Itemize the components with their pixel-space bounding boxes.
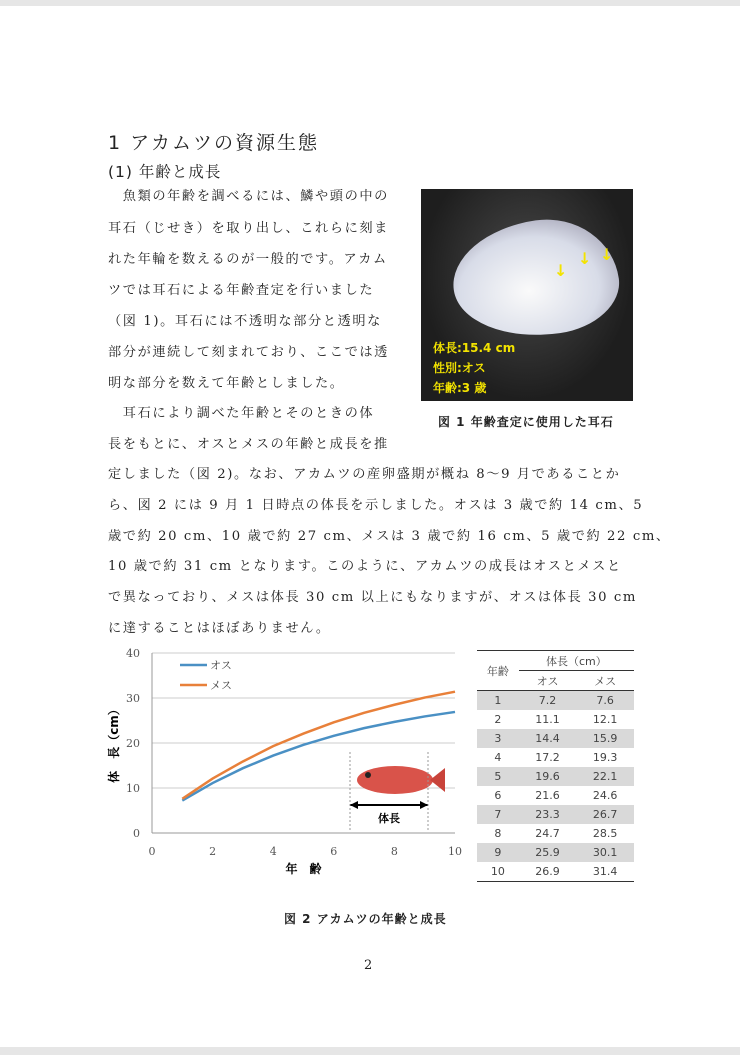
body-line: で異なっており、メスは体長 30 cm 以上にもなりますが、オスは体長 30 cm — [108, 590, 638, 605]
growth-table — [477, 650, 634, 882]
x-tick-label: 0 — [148, 845, 156, 858]
y-tick-label: 20 — [126, 737, 140, 750]
x-axis-label: 年 齢 — [285, 862, 322, 876]
cell-age: 3 — [477, 729, 519, 748]
table-row — [477, 824, 634, 843]
cell-age: 1 — [477, 691, 519, 711]
body-line: （図 1)。耳石には不透明な部分と透明な — [108, 314, 382, 329]
legend-label: メス — [210, 679, 232, 692]
body-line: 歳で約 20 cm、10 歳で約 27 cm、メスは 3 歳で約 16 cm、5 歳で約 22 cm、 — [108, 529, 671, 544]
table-row — [477, 786, 634, 805]
cell-male: 19.6 — [519, 767, 577, 786]
cell-female: 24.6 — [592, 789, 618, 802]
body-line: れた年輪を数えるのが一般的です。アカム — [108, 252, 388, 267]
body-line: 部分が連続して刻まれており、ここでは透 — [108, 345, 389, 360]
body-line: ら、図 2 には 9 月 1 日時点の体長を示しました。オスは 3 歳で約 14 cm、5 — [108, 498, 644, 513]
cell-age: 8 — [494, 827, 502, 840]
fish-body — [357, 766, 433, 794]
cell-female: 28.5 — [592, 827, 618, 840]
y-tick-label: 30 — [126, 692, 140, 705]
legend-label: オス — [210, 659, 232, 672]
header-male: オス — [536, 674, 559, 688]
arrow-head-left — [350, 801, 358, 809]
cell-female: 31.4 — [592, 865, 618, 878]
otolith-photo — [421, 189, 633, 401]
cell-male: 14.4 — [519, 729, 577, 748]
arrow-head-right — [420, 801, 428, 809]
y-tick-label: 0 — [133, 827, 140, 840]
body-line: 定しました（図 2)。なお、アカムツの産卵盛期が概ね 8〜9 月であることか — [108, 467, 621, 482]
header-length: 体長（cm） — [519, 651, 634, 671]
cell-male: 25.9 — [519, 843, 577, 862]
viewer-bottom-edge — [0, 1047, 740, 1055]
body-line: 魚類の年齢を調べるには、鱗や頭の中の — [108, 189, 389, 204]
table-row — [477, 710, 634, 729]
y-tick-label: 40 — [126, 647, 140, 660]
x-tick-label: 6 — [330, 845, 338, 858]
fish-eye — [365, 772, 371, 778]
cell-age: 6 — [494, 789, 502, 802]
fish-length-label: 体長 — [378, 812, 400, 825]
cell-female: 19.3 — [592, 751, 618, 764]
cell-female: 7.6 — [576, 691, 634, 711]
cell-male: 7.2 — [519, 691, 577, 711]
body-line: 明な部分を数えて年齢としました。 — [108, 376, 345, 391]
page-number: 2 — [364, 958, 373, 973]
table-row — [477, 748, 634, 767]
photo-label-age: 年齢:3 歳 — [433, 381, 487, 395]
x-tick-label: 4 — [269, 845, 277, 858]
x-tick-label: 2 — [209, 845, 217, 858]
cell-female: 26.7 — [576, 805, 634, 824]
x-tick-label: 8 — [390, 845, 398, 858]
body-line: 耳石により調べた年齢とそのときの体 — [108, 406, 375, 421]
cell-male: 17.2 — [535, 751, 560, 764]
body-line: 10 歳で約 31 cm となります。このように、アカムツの成長はオスとメスと — [108, 559, 622, 574]
table-row — [477, 729, 634, 748]
cell-female: 22.1 — [576, 767, 634, 786]
table-row — [477, 862, 634, 882]
photo-label-length: 体長:15.4 cm — [433, 341, 516, 355]
table-row — [477, 805, 634, 824]
header-female: メス — [594, 674, 617, 688]
subsection-title: (1) 年齢と成長 — [108, 163, 222, 181]
figure2-caption: 図 2 アカムツの年齢と成長 — [284, 912, 447, 926]
cell-male: 23.3 — [519, 805, 577, 824]
arrow-icon: ↓ — [554, 261, 568, 280]
table-row — [477, 843, 634, 862]
section-title: 1 アカムツの資源生態 — [108, 132, 319, 154]
viewer-top-edge — [0, 0, 740, 6]
cell-female: 30.1 — [576, 843, 634, 862]
cell-female: 12.1 — [592, 713, 618, 726]
cell-age: 10 — [490, 865, 505, 878]
otolith-image — [446, 210, 625, 347]
arrow-icon: ↓ — [600, 245, 614, 264]
body-line: ツでは耳石による年齢査定を行いました — [108, 283, 375, 298]
cell-female: 15.9 — [576, 729, 634, 748]
photo-label-sex: 性別:オス — [433, 361, 486, 375]
cell-male: 21.6 — [535, 789, 560, 802]
header-age: 年齢 — [486, 664, 509, 678]
body-line: に達することはほぼありません。 — [108, 621, 331, 636]
cell-age: 4 — [494, 751, 502, 764]
cell-age: 9 — [477, 843, 519, 862]
cell-age: 2 — [494, 713, 502, 726]
growth-chart — [100, 640, 470, 890]
y-tick-label: 10 — [126, 782, 140, 795]
table-row — [477, 691, 634, 711]
y-axis-label: 体 長（cm） — [107, 703, 121, 783]
body-line: 長をもとに、オスとメスの年齢と成長を推 — [108, 437, 389, 452]
table-row — [477, 767, 634, 786]
x-tick-label: 10 — [448, 845, 462, 858]
cell-age: 5 — [477, 767, 519, 786]
cell-male: 11.1 — [535, 713, 560, 726]
cell-male: 24.7 — [535, 827, 560, 840]
arrow-icon: ↓ — [578, 249, 592, 268]
body-line: 耳石（じせき）を取り出し、これらに刻ま — [108, 221, 389, 236]
cell-male: 26.9 — [535, 865, 560, 878]
cell-age: 7 — [477, 805, 519, 824]
figure1-caption: 図 1 年齢査定に使用した耳石 — [438, 415, 614, 429]
